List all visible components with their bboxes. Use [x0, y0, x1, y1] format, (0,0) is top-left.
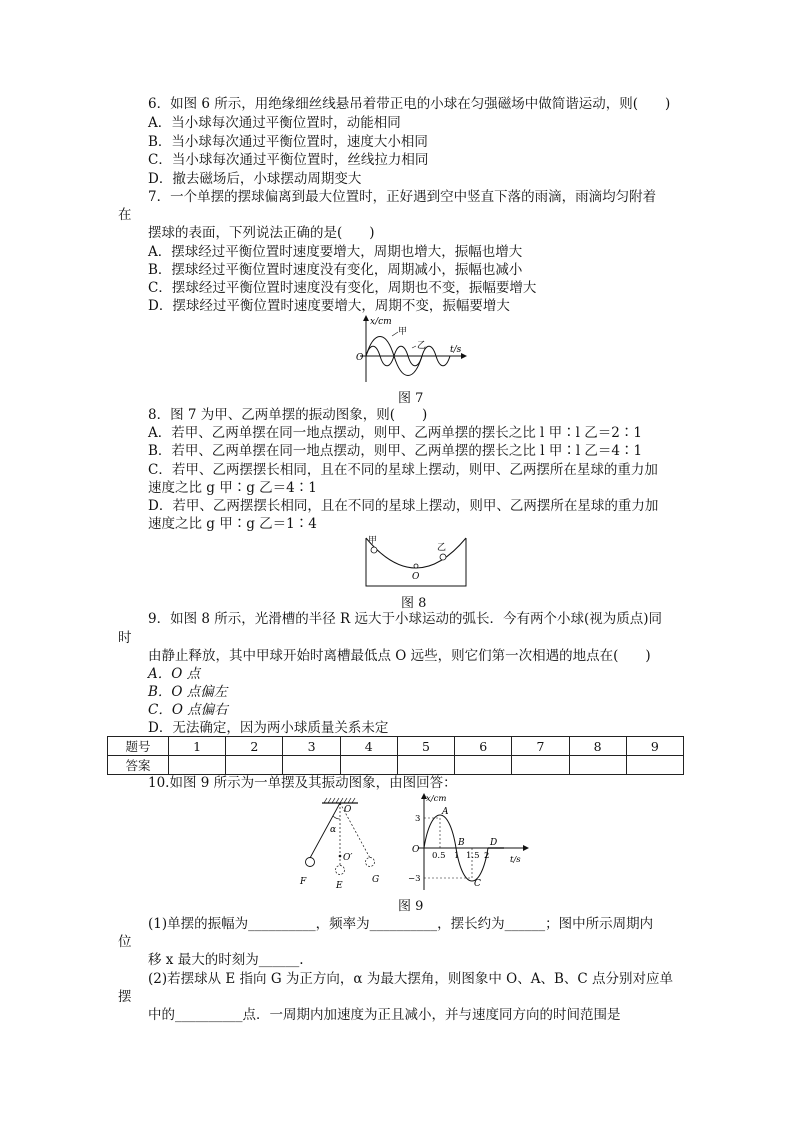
fig9-x-tick-2: 2 [484, 851, 490, 861]
q8-option-d-line2: 速度之比 g 甲∶g 乙＝1∶4 [148, 516, 317, 532]
fig9-origin: O [412, 845, 420, 855]
figure-9-caption: 图 9 [398, 899, 424, 914]
fig7-x-label: t/s [450, 345, 462, 355]
q10-part1-line2: 移 x 最大的时刻为______. [148, 952, 304, 968]
answer-cell[interactable] [626, 756, 683, 775]
fig7-y-label: x/cm [370, 317, 392, 327]
q6-stem: 6．如图 6 所示，用绝缘细丝线悬吊着带正电的小球在匀强磁场中做简谐运动，则( ) [148, 96, 671, 112]
answer-table-header-answer: 答案 [108, 756, 169, 775]
q6-option-a: A．当小球每次通过平衡位置时，动能相同 [148, 115, 401, 131]
q9-option-a: A．O 点 [148, 666, 201, 682]
figure-7-caption: 图 7 [398, 391, 424, 406]
answer-cell[interactable] [340, 756, 397, 775]
fig9-point-b: B [458, 838, 465, 848]
fig8-label-jia: 甲 [368, 536, 378, 546]
q9-stem-wrap: 时 [118, 630, 132, 646]
q9-option-d: D．无法确定，因为两小球质量关系未定 [148, 720, 389, 736]
figure-7-graph [352, 312, 472, 384]
figure-9-graph [404, 790, 534, 894]
fig8-trough-arc [366, 538, 466, 568]
fig8-ball-yi [440, 554, 446, 560]
answer-cell[interactable] [455, 756, 512, 775]
fig9-x-label: t/s [510, 855, 521, 865]
answer-cell[interactable] [512, 756, 569, 775]
fig9-point-o-prime: O′ [343, 853, 353, 863]
answer-cell[interactable] [283, 756, 340, 775]
answer-table-number: 6 [455, 737, 512, 756]
fig9-y-tick-3: 3 [415, 814, 421, 824]
answer-table-number: 9 [626, 737, 683, 756]
figure-8-trough [364, 534, 468, 590]
q7-option-c: C．摆球经过平衡位置时速度没有变化，周期也不变，振幅要增大 [148, 280, 537, 296]
fig9-x-tick-1: 1 [454, 851, 460, 861]
fig9-label-f: F [300, 877, 307, 887]
fig7-label-jia: 甲 [398, 327, 408, 337]
q10-part2-line2: 中的__________点．一周期内加速度为正且减小，并与速度同方向的时间范围是 [148, 1007, 621, 1023]
figure-8-caption: 图 8 [401, 596, 427, 611]
answer-table-number: 3 [283, 737, 340, 756]
fig8-ball-jia [371, 547, 377, 553]
answer-cell[interactable] [397, 756, 454, 775]
fig8-label-yi: 乙 [437, 543, 447, 553]
q10-stem: 10.如图 9 所示为一单摆及其振动图象，由图回答： [148, 775, 457, 791]
answer-table-number: 7 [512, 737, 569, 756]
q9-option-c: C．O 点偏右 [148, 702, 228, 718]
q10-part2-wrap: 摆 [118, 989, 132, 1005]
answer-table-number: 8 [569, 737, 626, 756]
q8-option-b: B．若甲、乙两单摆在同一地点摆动，则甲、乙两单摆的摆长之比 l 甲∶l 乙＝4∶1 [148, 443, 643, 459]
answer-table-answer-row [108, 756, 684, 775]
fig9-y-label: x/cm [426, 794, 447, 804]
fig9-angle-alpha: α [330, 825, 337, 835]
answer-table-number: 1 [169, 737, 226, 756]
fig8-label-o: O [412, 572, 420, 582]
q6-option-c: C．当小球每次通过平衡位置时，丝线拉力相同 [148, 152, 429, 168]
q8-option-c-line1: C．若甲、乙两摆摆长相同，且在不同的星球上摆动，则甲、乙两摆所在星球的重力加 [148, 462, 658, 478]
fig9-x-tick-0-5: 0.5 [432, 851, 446, 861]
q10-part1-line1: (1)单摆的振幅为__________，频率为__________，摆长约为______；图中所示周期内 [148, 916, 654, 932]
fig9-point-a: A [442, 807, 449, 817]
q7-option-a: A．摆球经过平衡位置时速度要增大，周期也增大，振幅也增大 [148, 244, 523, 260]
q8-option-c-line2: 速度之比 g 甲∶g 乙＝4∶1 [148, 480, 317, 496]
q9-option-b: B．O 点偏左 [148, 684, 228, 700]
fig9-bob-f [306, 858, 315, 867]
q9-stem-line2: 由静止释放，其中甲球开始时离槽最低点 O 远些，则它们第一次相遇的地点在( ) [148, 648, 651, 664]
answer-table-number: 2 [226, 737, 283, 756]
q8-option-d-line1: D．若甲、乙两摆摆长相同，且在不同的星球上摆动，则甲、乙两摆所在星球的重力加 [148, 498, 659, 514]
fig9-pivot-o: O [344, 805, 352, 815]
q7-stem-line2: 摆球的表面，下列说法正确的是( ) [148, 225, 375, 241]
fig9-bob-e [336, 866, 345, 875]
answer-table-number: 4 [340, 737, 397, 756]
q7-stem-wrap: 在 [118, 207, 132, 223]
fig9-y-tick-neg3: −3 [408, 874, 421, 884]
q8-stem: 8．图 7 为甲、乙两单摆的振动图象，则( ) [148, 407, 428, 423]
fig9-point-c: C [474, 879, 481, 889]
answer-table-number: 5 [397, 737, 454, 756]
answer-cell[interactable] [226, 756, 283, 775]
q7-stem-line1: 7．一个单摆的摆球偏离到最大位置时，正好遇到空中竖直下落的雨滴，雨滴均匀附着 [148, 189, 657, 205]
fig8-point-o [414, 564, 418, 568]
q10-part1-wrap: 位 [118, 934, 132, 950]
q6-option-d: D．撤去磁场后，小球摆动周期变大 [148, 171, 362, 187]
fig9-label-g: G [372, 875, 380, 885]
answer-cell[interactable] [569, 756, 626, 775]
fig7-label-yi: 乙 [417, 341, 427, 351]
q8-option-a: A．若甲、乙两单摆在同一地点摆动，则甲、乙两单摆的摆长之比 l 甲∶l 乙＝2∶1 [148, 425, 642, 441]
answer-table-number-row [108, 737, 684, 756]
q10-part2-line1: (2)若摆球从 E 指向 G 为正方向，α 为最大摆角，则图象中 O、A、B、C 点分别对应单 [148, 971, 673, 987]
fig7-origin: O [356, 353, 364, 363]
fig9-bob-g [366, 858, 375, 867]
answer-table-header-number: 题号 [108, 737, 169, 756]
q9-stem-line1: 9．如图 8 所示，光滑槽的半径 R 远大于小球运动的弧长．今有两个小球(视为质点)同 [148, 611, 663, 627]
fig9-label-e: E [336, 881, 343, 891]
fig9-point-d: D [490, 838, 498, 848]
answer-table [107, 736, 684, 775]
answer-cell[interactable] [169, 756, 226, 775]
q7-option-d: D．摆球经过平衡位置时速度要增大，周期不变，振幅要增大 [148, 298, 510, 314]
q6-option-b: B．当小球每次通过平衡位置时，速度大小相同 [148, 134, 428, 150]
q7-option-b: B．摆球经过平衡位置时速度没有变化，周期减小，振幅也减小 [148, 262, 523, 278]
fig9-x-tick-1-5: 1.5 [466, 851, 480, 861]
figure-9-pendulum [298, 796, 390, 892]
